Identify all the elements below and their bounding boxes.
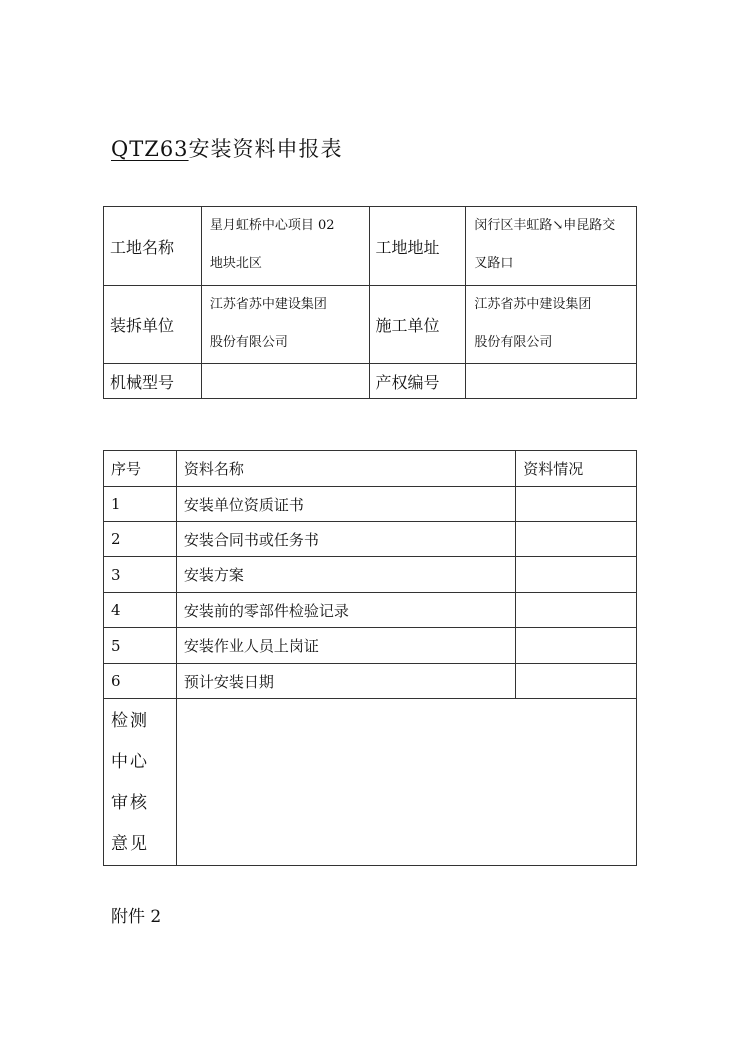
header-name: 资料名称 [176,451,515,487]
row-status [516,487,637,522]
row-no: 3 [104,557,177,593]
property-no-value [466,364,637,399]
table-row [104,557,637,593]
row-no: 5 [104,628,177,664]
row-status [516,664,637,699]
row-status [516,628,637,664]
header-no: 序号 [104,451,177,487]
row-no: 2 [104,522,177,557]
model-value [201,364,369,399]
installer-line1: 江苏省苏中建设集团 [209,297,327,312]
site-name-label: 工地名称 [104,207,202,286]
site-address-label: 工地地址 [369,207,466,286]
table-row [104,664,637,699]
table-row [104,628,637,664]
table-row [104,487,637,522]
page-title [111,133,343,163]
opinion-row [104,699,637,866]
site-name-value [201,207,369,286]
installer-label: 装拆单位 [104,286,202,364]
row-name: 预计安装日期 [176,664,515,699]
installer-value [201,286,369,364]
contractor-line1: 江苏省苏中建设集团 [474,297,592,312]
row-status [516,522,637,557]
site-address-line1: 闵行区丰虹路↘申昆路交 [474,218,616,233]
title-text: 安装资料申报表 [188,137,343,161]
row-name: 安装方案 [176,557,515,593]
table-header-row [104,451,637,487]
document-list-table [103,450,637,866]
opinion-label-line: 审核 [111,793,149,813]
row-name: 安装前的零部件检验记录 [176,593,515,628]
contractor-label: 施工单位 [369,286,466,364]
row-no: 1 [104,487,177,522]
opinion-label [104,699,177,866]
opinion-label-line: 中心 [111,752,149,772]
row-name: 安装合同书或任务书 [176,522,515,557]
table-row [104,286,637,364]
model-label: 机械型号 [104,364,202,399]
row-name: 安装作业人员上岗证 [176,628,515,664]
table-row [104,522,637,557]
title-code: QTZ63 [111,137,189,161]
installer-line2: 股份有限公司 [209,335,288,350]
row-status [516,557,637,593]
attachment-label: 附件 2 [111,907,162,927]
contractor-line2: 股份有限公司 [474,335,553,350]
site-name-line1: 星月虹桥中心项目 02 [209,218,335,233]
header-status: 资料情况 [516,451,637,487]
row-no: 4 [104,593,177,628]
table-row [104,364,637,399]
site-address-value [466,207,637,286]
row-no: 6 [104,664,177,699]
table-row [104,593,637,628]
site-name-line2: 地块北区 [209,256,262,271]
row-name: 安装单位资质证书 [176,487,515,522]
opinion-label-line: 意见 [111,834,149,854]
site-info-table [103,206,637,399]
opinion-label-line: 检测 [111,711,149,731]
property-no-label: 产权编号 [369,364,466,399]
site-address-line2: 叉路口 [474,256,514,271]
contractor-value [466,286,637,364]
opinion-value [176,699,636,866]
row-status [516,593,637,628]
table-row [104,207,637,286]
